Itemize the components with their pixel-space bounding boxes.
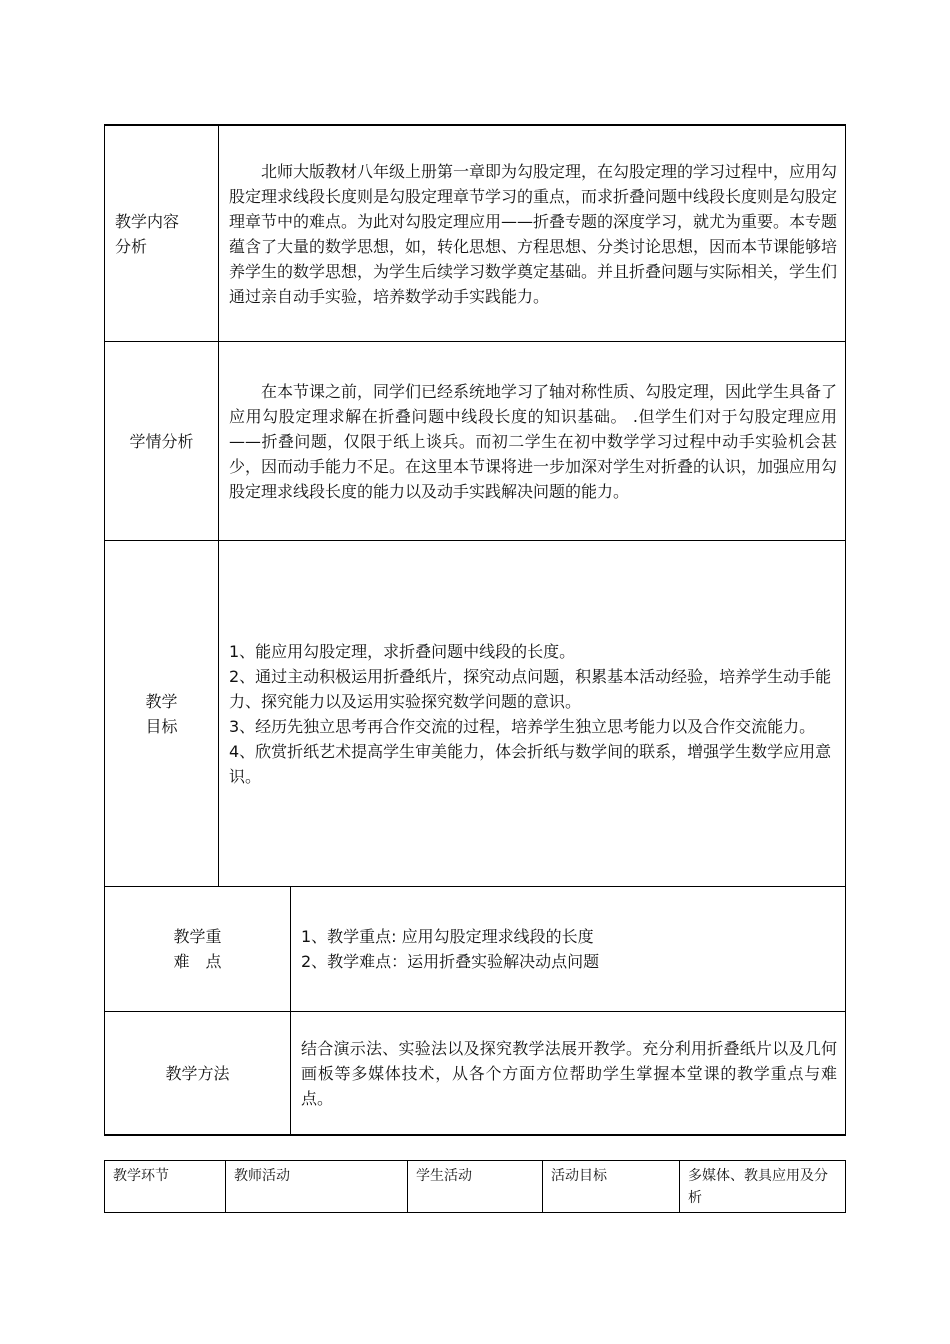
row-label [105, 887, 291, 1011]
header-cell: 活动目标 [543, 1161, 680, 1212]
header-cell: 多媒体、教具应用及分析 [688, 1168, 828, 1206]
row-label [105, 342, 219, 540]
row-key-points [105, 887, 845, 1012]
label-line: 教学重 [173, 927, 222, 946]
row-content [291, 887, 845, 1011]
lesson-plan-table [104, 124, 846, 1136]
key-point-item: 1、教学重点: 应用勾股定理求线段的长度 [301, 927, 594, 946]
header-cell: 教师活动 [226, 1161, 408, 1212]
row-content [291, 1012, 845, 1134]
header-cell: 教学环节 [105, 1161, 226, 1212]
row-label [105, 1012, 291, 1134]
row-label [105, 541, 219, 886]
goal-item: 1、能应用勾股定理，求折叠问题中线段的长度。 [229, 641, 576, 661]
goal-item: 4、欣赏折纸艺术提高学生审美能力，体会折纸与数学间的联系，增强学生数学应用意识。 [229, 741, 832, 786]
label-line: 分析 [115, 236, 148, 256]
content-paragraph: 北师大版教材八年级上册第一章即为勾股定理，在勾股定理的学习过程中，应用勾股定理求线段长度则是勾股定理章节学习的重点，而求折叠问题中线段长度则是勾股定理章节中的难点。为此对勾股定理应用——折叠专题的深度学习，就尤为重要。本专题蕴含了大量的数学思想，如，转化思想、方程思想、分类讨论思想，因而本节课能够培养学生的数学思想，为学生后续学习数学奠定基础。并且折叠问题与实际相关，学生们通过亲自动手实验，培养数学动手实践能力。 [229, 161, 838, 306]
label-line: 难 点 [173, 952, 222, 971]
row-teaching-method [105, 1012, 845, 1134]
row-content-analysis [105, 126, 845, 342]
row-student-analysis [105, 342, 845, 541]
header-cell: 学生活动 [408, 1161, 543, 1212]
goal-item: 3、经历先独立思考再合作交流的过程，培养学生独立思考能力以及合作交流能力。 [229, 716, 816, 736]
process-table-header [104, 1160, 846, 1213]
row-label [105, 126, 219, 341]
label-line: 教学 [145, 691, 178, 711]
content-paragraph: 在本节课之前，同学们已经系统地学习了轴对称性质、勾股定理，因此学生具备了应用勾股定理求解在折叠问题中线段长度的知识基础。 .但学生们对于勾股定理应用——折叠问题，仅限于纸上谈兵。而初二学生在初中数学学习过程中动手实验机会甚少，因而动手能力不足。在这里本节课将进一步加深对学生对折叠的认识，加强应用勾股定理求线段长度的能力以及动手实践解决问题的能力。 [229, 381, 838, 501]
row-content [219, 342, 845, 540]
goal-item: 2、通过主动积极运用折叠纸片，探究动点问题，积累基本活动经验，培养学生动手能力、探究能力以及运用实验探究数学问题的意识。 [229, 666, 832, 711]
label-line: 教学方法 [165, 1063, 230, 1083]
content-paragraph: 结合演示法、实验法以及探究教学法展开教学。充分利用折叠纸片以及几何画板等多媒体技术，从各个方面方位帮助学生掌握本堂课的教学重点与难点。 [301, 1038, 837, 1108]
row-content [219, 541, 845, 886]
label-line: 教学内容 [115, 211, 180, 231]
row-teaching-goals [105, 541, 845, 887]
label-line: 学情分析 [129, 431, 194, 451]
row-content [219, 126, 845, 341]
key-point-item: 2、教学难点：运用折叠实验解决动点问题 [301, 952, 600, 971]
label-line: 目标 [145, 716, 178, 736]
